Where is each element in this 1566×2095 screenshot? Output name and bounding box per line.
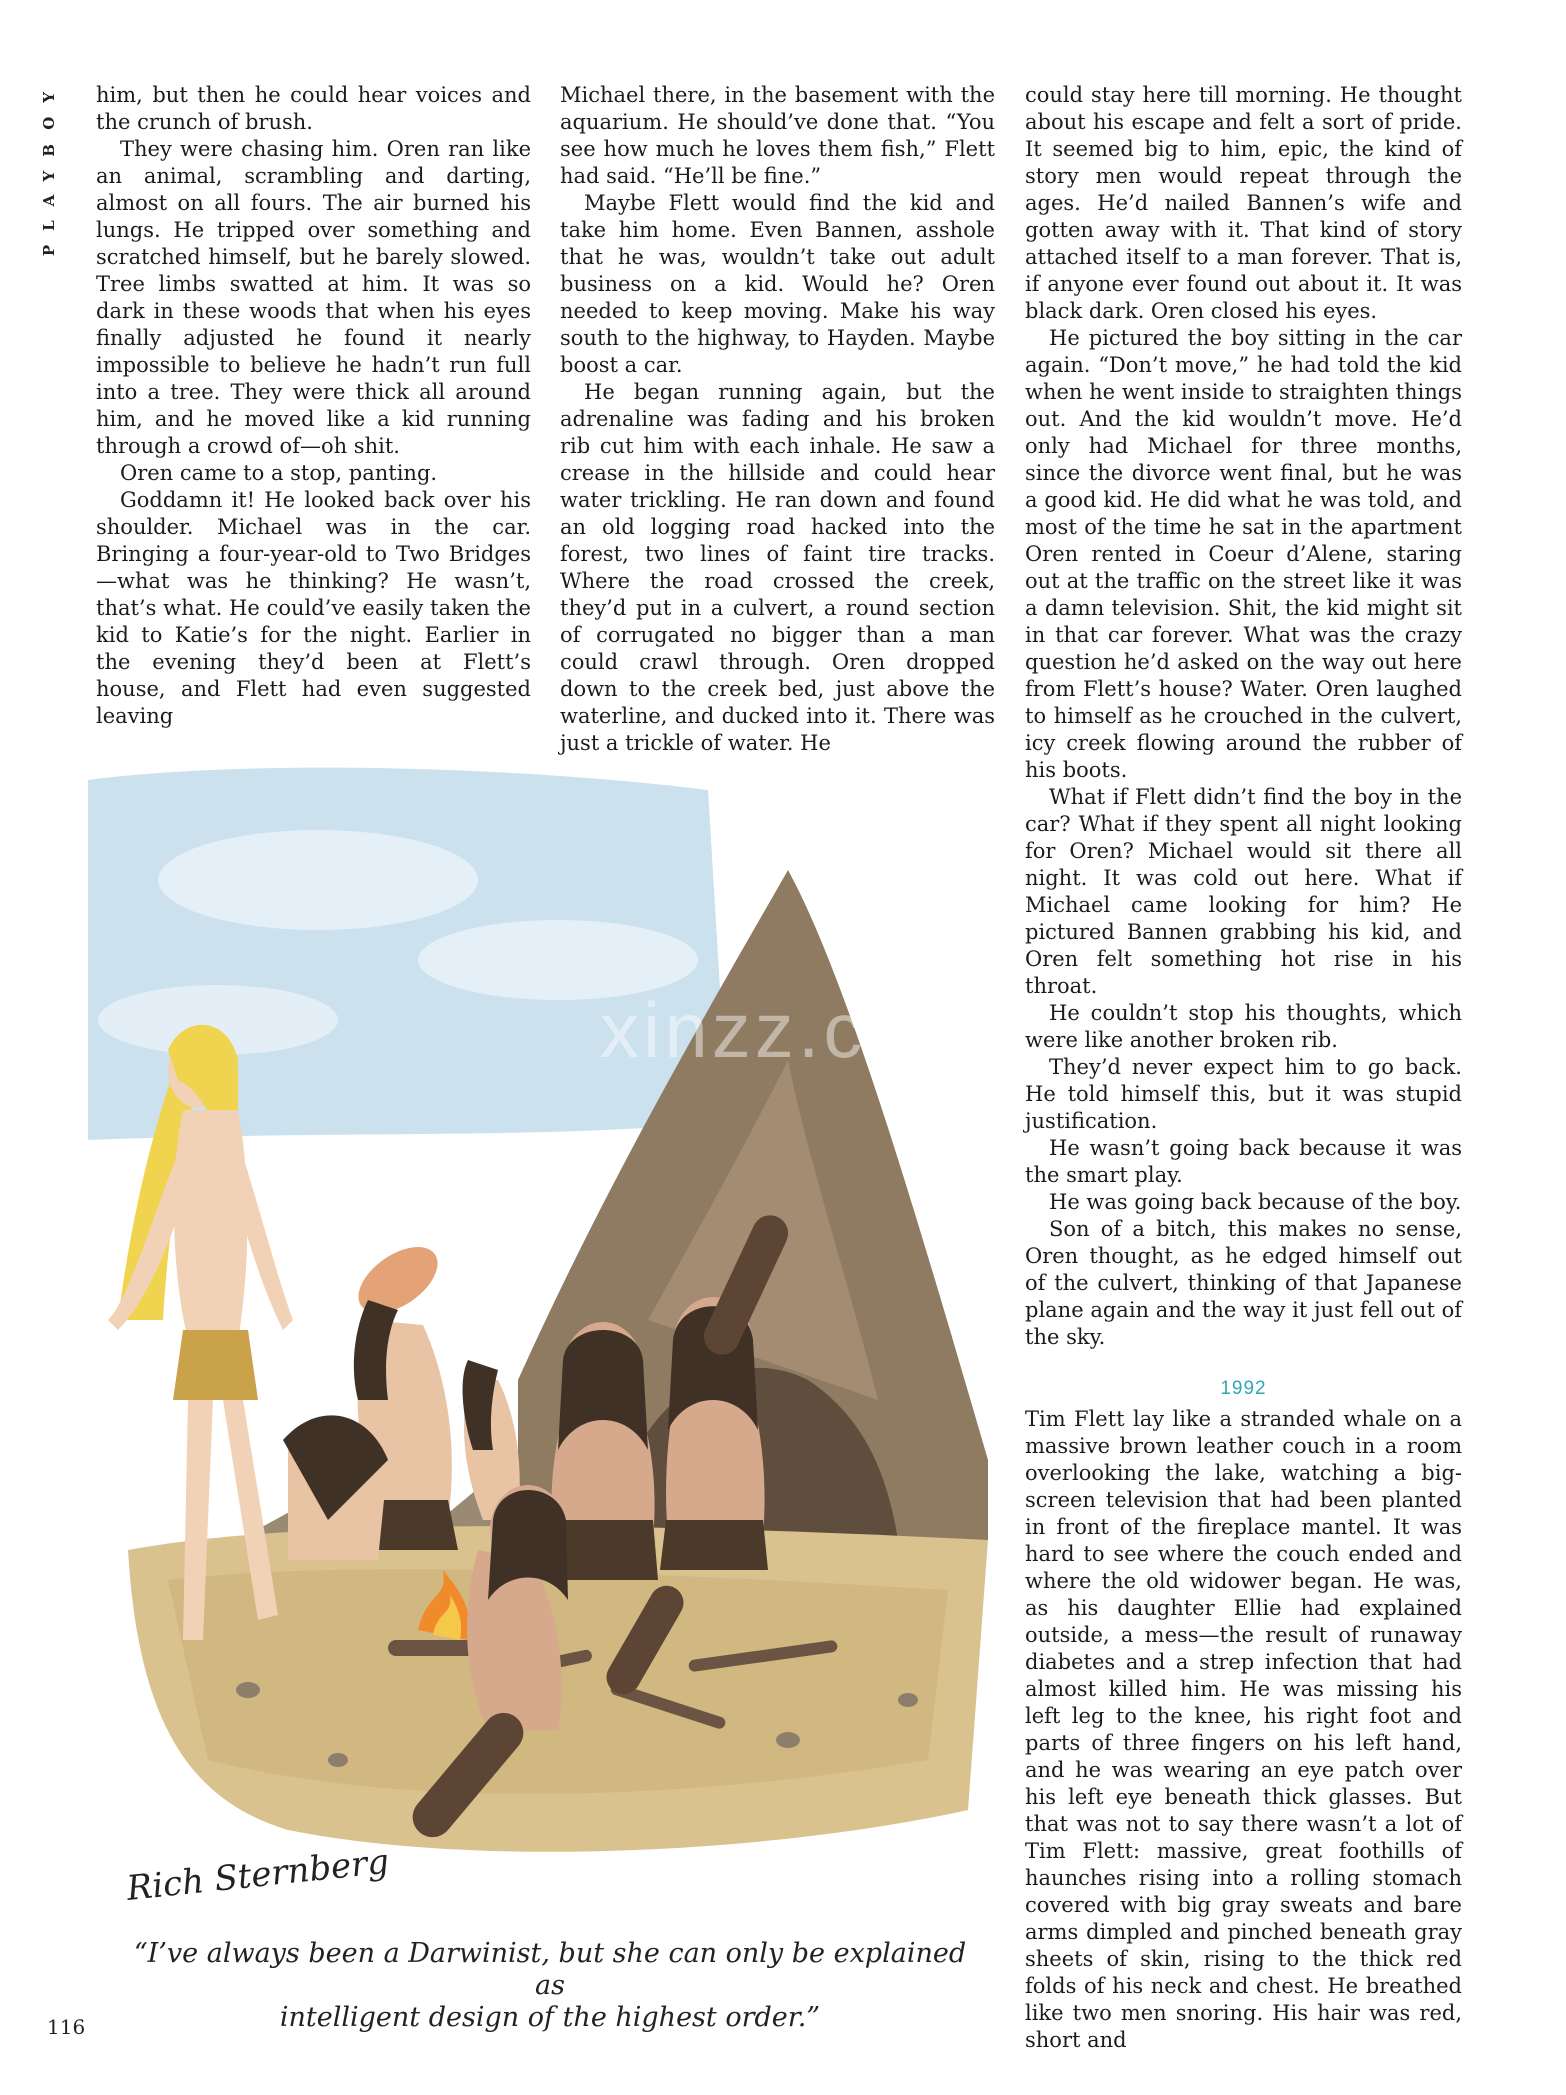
paragraph: He was going back because of the boy. (1049, 1190, 1462, 1214)
paragraph: Tim Flett lay like a stranded whale on a massive brown leather couch in a room overlooking the lake, watching a big-screen television that had been planted in front of the fireplace mantel. It was hard to see where the couch ended and where the old widower began. He was, as his daughter Ellie had explained outside, a mess—the result of runaway diabetes and a strep infection that had almost killed him. He was missing his left leg to the knee, his right foot and parts of three fingers on his left hand, and he was wearing an eye patch over his left eye beneath thick glasses. But that was not to say there wasn’t a lot of Tim Flett: massive, great foothills of haunches rising into a rolling stomach covered with big gray sweats and bare arms dimpled and pinched beneath gray sheets of skin, rising to the thick red folds of his neck and chest. He breathed like two men snoring. His hair was red, short and (1025, 1407, 1462, 2052)
caption-line: “I’ve always been a Darwinist, but she can only be explained as (133, 1938, 967, 2001)
paragraph: He couldn’t stop his thoughts, which were like another broken rib. (1025, 1001, 1462, 1052)
magazine-brand: PLAYBOY (40, 78, 58, 257)
paragraph: They’d never expect him to go back. He told himself this, but it was stupid justification. (1025, 1055, 1462, 1133)
cavewomen-group (283, 1234, 520, 1560)
paragraph: He wasn’t going back because it was the smart play. (1025, 1136, 1462, 1187)
watermark: xinzz.com (600, 986, 983, 1074)
paragraph: He began running again, but the adrenaline was fading and his broken rib cut him with each inhale. He saw a crease in the hillside and could hear water trickling. He ran down and found an old logging road hacked into the forest, two lines of faint tire tracks. Where the road crossed the creek, they’d put in a culvert, a round section of corrugated no bigger than a man could crawl through. Oren dropped down to the creek bed, just above the waterline, and ducked into it. There was just a trickle of water. He (560, 380, 995, 755)
paragraph: Michael there, in the basement with the aquarium. He should’ve done that. “You see how much he loves them fish,” Flett had said. “He’ll be fine.” (560, 83, 995, 188)
article-column-2 (560, 82, 995, 757)
paragraph: could stay here till morning. He thought about his escape and felt a sort of pride. It seemed big to him, epic, the kind of story men would repeat through the ages. He’d nailed Bannen’s wife and gotten away with it. That kind of story attached itself to a man forever. That is, if anyone ever found out about it. It was black dark. Oren closed his eyes. (1025, 83, 1462, 323)
cartoon-caption (130, 1938, 970, 2034)
paragraph: Maybe Flett would find the kid and take him home. Even Bannen, asshole that he was, wouldn’t take out adult business on a kid. Would he? Oren needed to keep moving. Make his way south to the highway, to Hayden. Maybe boost a car. (560, 191, 995, 377)
artist-signature: Rich Sternberg (124, 1841, 391, 1909)
caption-line: intelligent design of the highest order.” (279, 2002, 821, 2033)
paragraph: What if Flett didn’t find the boy in the car? What if they spent all night looking for Oren? Michael would sit there all night. It was cold out here. What if Michael came looking for him? He pictured Bannen grabbing his kid, and Oren felt something hot rise in his throat. (1025, 785, 1462, 998)
paragraph: Oren came to a stop, panting. (120, 461, 438, 485)
cartoon-illustration (88, 760, 993, 1930)
article-column-1 (96, 82, 531, 730)
article-column-3 (1025, 82, 1462, 2054)
section-heading: 1992 (1220, 1378, 1267, 1399)
paragraph: Goddamn it! He looked back over his shoulder. Michael was in the car. Bringing a four-year-old to Two Bridges—what was he thinking? He wasn’t, that’s what. He could’ve easily taken the kid to Katie’s for the night. Earlier in the evening they’d been at Flett’s house, and Flett had even suggested leaving (96, 488, 531, 728)
paragraph: They were chasing him. Oren ran like an animal, scrambling and darting, almost on all fours. The air burned his lungs. He tripped over something and scratched himself, but he barely slowed. Tree limbs swatted at him. It was so dark in these woods that when his eyes finally adjusted he found it nearly impossible to believe he hadn’t run full into a tree. They were thick all around him, and he moved like a kid running through a crowd of—oh shit. (96, 137, 531, 458)
paragraph: Son of a bitch, this makes no sense, Oren thought, as he edged himself out of the culvert, thinking of that Japanese plane again and the way it just fell out of the sky. (1025, 1217, 1462, 1349)
paragraph: He pictured the boy sitting in the car again. “Don’t move,” he had told the kid when he went inside to straighten things out. And the kid wouldn’t move. He’d only had Michael for three months, since the divorce went final, but he was a good kid. He did what he was told, and most of the time he sat in the apartment Oren rented in Coeur d’Alene, staring out at the traffic on the street like it was a damn television. Shit, the kid might sit in that car forever. What was the crazy question he’d asked on the way out here from Flett’s house? Water. Oren laughed to himself as he crouched in the culvert, icy creek flowing around the rubber of his boots. (1025, 326, 1462, 782)
paragraph: him, but then he could hear voices and the crunch of brush. (96, 83, 531, 134)
page-number: 116 (47, 2015, 86, 2039)
